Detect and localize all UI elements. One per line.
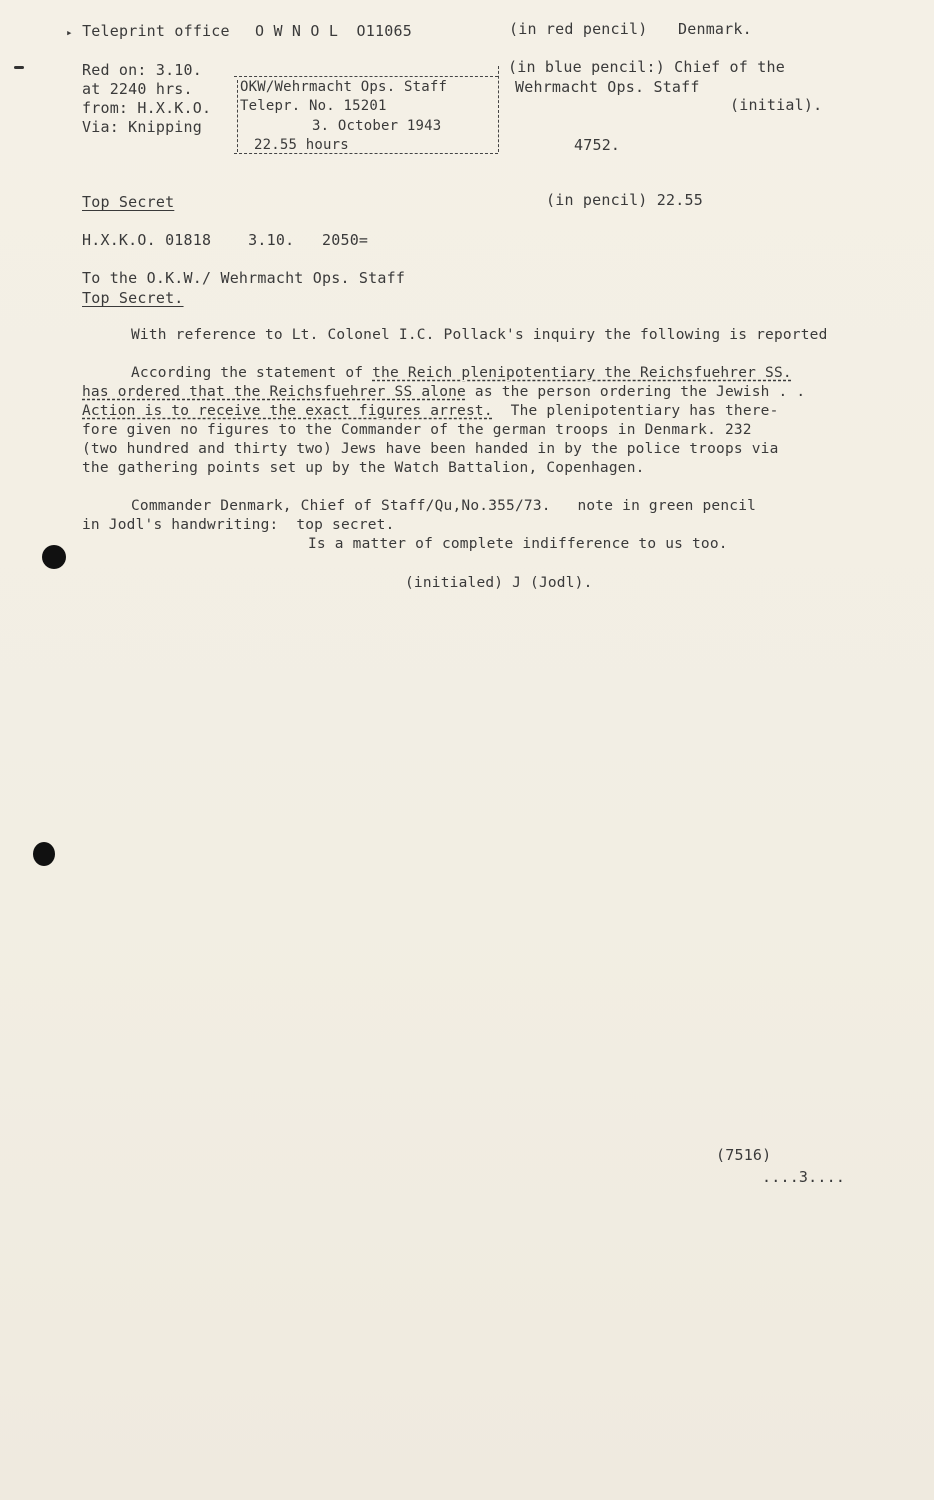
stamp-line-1: OKW/Wehrmacht Ops. Staff xyxy=(240,79,448,95)
underlined-phrase: Action is to receive the exact figures arrest. xyxy=(82,403,493,419)
stamp-left-border xyxy=(237,80,238,152)
stamp-right-border xyxy=(498,66,499,152)
paragraph-2-line-4: fore given no figures to the Commander of the german troops in Denmark. 232 xyxy=(82,422,752,438)
punch-hole-top xyxy=(42,545,66,569)
underlined-phrase: has ordered that the Reichsfuehrer SS alone xyxy=(82,384,466,400)
paragraph-1: With reference to Lt. Colonel I.C. Pollack's inquiry the following is reported xyxy=(131,327,828,343)
underlined-phrase: the Reich plenipotentiary the Reichsfuehrer SS. xyxy=(372,365,792,381)
closing-initials: (initialed) J (Jodl). xyxy=(405,575,593,591)
message-reference: H.X.K.O. 01818 3.10. 2050= xyxy=(82,231,369,249)
stamp-line-3: 3. October 1943 xyxy=(312,118,442,134)
closing-line-2: in Jodl's handwriting: top secret. xyxy=(82,517,395,533)
teleprint-office-label: ▸ Teleprint office xyxy=(66,22,230,40)
document-number: (7516) xyxy=(716,1146,772,1164)
country: Denmark. xyxy=(678,20,752,38)
stamp-line-2: Telepr. No. 15201 xyxy=(240,98,387,114)
blue-pencil-line-1: (in blue pencil:) Chief of the xyxy=(508,58,785,76)
paragraph-2-line-2: has ordered that the Reichsfuehrer SS alone as the person ordering the Jewish . . xyxy=(82,384,806,400)
blue-pencil-number: 4752. xyxy=(574,136,621,154)
continuation-marker: ....3.... xyxy=(762,1168,846,1186)
margin-mark xyxy=(14,66,24,69)
blue-pencil-initial: (initial). xyxy=(730,96,823,114)
receipt-line-3: from: H.X.K.O. xyxy=(82,99,212,117)
receipt-line-2: at 2240 hrs. xyxy=(82,80,193,98)
blue-pencil-line-2: Wehrmacht Ops. Staff xyxy=(515,78,700,96)
paragraph-2-line-1: According the statement of the Reich plenipotentiary the Reichsfuehrer SS. xyxy=(131,365,792,381)
top-secret-line: Top Secret. xyxy=(82,289,184,307)
top-secret-heading: Top Secret xyxy=(82,193,175,211)
closing-line-3: Is a matter of complete indifference to us too. xyxy=(308,536,728,552)
office-code: O W N O L O11065 xyxy=(255,22,412,40)
recipient-line: To the O.K.W./ Wehrmacht Ops. Staff xyxy=(82,269,406,287)
paragraph-2-line-3: Action is to receive the exact figures arrest. The plenipotentiary has there- xyxy=(82,403,779,419)
red-pencil-note: (in red pencil) xyxy=(509,20,648,38)
paragraph-2-line-6: the gathering points set up by the Watch Battalion, Copenhagen. xyxy=(82,460,645,476)
punch-hole-bottom xyxy=(33,842,55,866)
stamp-top-border xyxy=(234,76,498,77)
stamp-line-4: 22.55 hours xyxy=(254,137,349,153)
paragraph-2-line-5: (two hundred and thirty two) Jews have been handed in by the police troops via xyxy=(82,441,779,457)
receipt-line-1: Red on: 3.10. xyxy=(82,61,202,79)
closing-line-1: Commander Denmark, Chief of Staff/Qu,No.355/73. note in green pencil xyxy=(131,498,757,514)
pencil-time: (in pencil) 22.55 xyxy=(546,191,703,209)
receipt-line-4: Via: Knipping xyxy=(82,118,202,136)
